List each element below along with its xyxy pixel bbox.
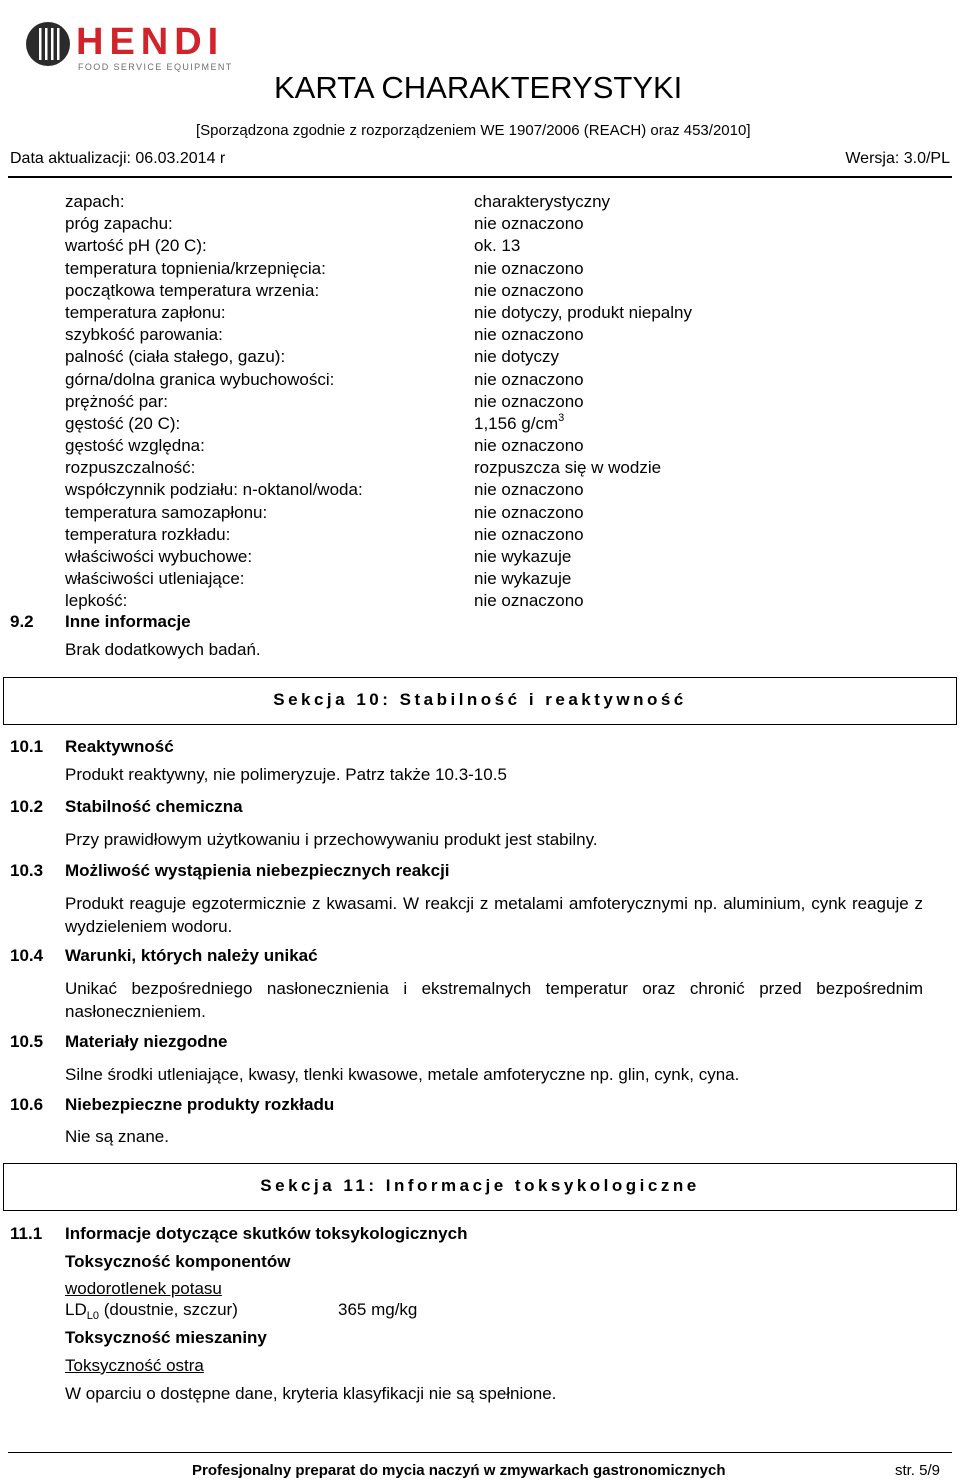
- property-label: szybkość parowania:: [65, 325, 223, 345]
- property-value: [474, 259, 584, 279]
- section-heading: Niebezpieczne produkty rozkładu: [65, 1095, 335, 1114]
- property-value: [474, 569, 571, 589]
- ld-desc: (doustnie, szczur): [103, 1300, 238, 1319]
- property-label: gęstość (20 C):: [65, 413, 181, 433]
- property-label: zapach:: [65, 192, 125, 211]
- property-value-text: nie oznaczono: [474, 280, 584, 300]
- footer-divider: [8, 1452, 952, 1453]
- property-value: [474, 392, 584, 412]
- section-number: 10.3: [10, 861, 44, 880]
- section-10-title: Sekcja 10: Stabilność i reaktywność: [273, 690, 687, 709]
- property-value-text: nie dotyczy: [474, 347, 560, 367]
- property-value: [474, 303, 692, 323]
- property-value-superscript: 3: [558, 411, 565, 424]
- subsection-heading: Toksyczność komponentów: [65, 1252, 291, 1271]
- section-text: Przy prawidłowym użytkowaniu i przechowywaniu produkt jest stabilny.: [65, 830, 598, 849]
- property-value-text: rozpuszcza się w wodzie: [474, 458, 662, 478]
- document-title: KARTA CHARAKTERYSTYKI: [274, 70, 683, 105]
- section-number: 10.2: [10, 797, 44, 816]
- logo-text: HENDI: [76, 21, 225, 63]
- acute-toxicity-heading: Toksyczność ostra: [65, 1356, 204, 1375]
- section-heading: Materiały niezgodne: [65, 1032, 228, 1051]
- property-value: [474, 547, 571, 567]
- property-value-text: nie oznaczono: [474, 391, 584, 411]
- section-number: 10.4: [10, 946, 44, 965]
- property-value: [474, 236, 520, 256]
- property-value: [474, 370, 584, 390]
- section-text: Produkt reaktywny, nie polimeryzuje. Patrz także 10.3-10.5: [65, 765, 507, 784]
- section-number: 11.1: [10, 1224, 43, 1243]
- section-number: 9.2: [10, 612, 34, 631]
- property-label: początkowa temperatura wrzenia:: [65, 280, 320, 300]
- logo-tagline: FOOD SERVICE EQUIPMENT: [78, 62, 233, 72]
- property-label: temperatura samozapłonu:: [65, 502, 268, 522]
- property-value-text: nie oznaczono: [474, 502, 584, 522]
- section-heading: Reaktywność: [65, 737, 174, 756]
- property-value: [474, 525, 584, 545]
- section-text: Produkt reaguje egzotermicznie z kwasami. W reakcji z metalami amfoterycznymi np. aluminium, cynk reaguje z wydzieleniem wodoru.: [65, 894, 923, 936]
- version-label: Wersja: 3.0/PL: [845, 150, 950, 167]
- component-name: wodorotlenek potasu: [65, 1279, 222, 1298]
- property-value-text: nie oznaczono: [474, 480, 584, 500]
- property-value: [474, 347, 559, 367]
- property-label: temperatura rozkładu:: [65, 524, 231, 544]
- property-value: [474, 325, 584, 345]
- property-value-text: nie wykazuje: [474, 569, 572, 589]
- property-label: temperatura topnienia/krzepnięcia:: [65, 258, 326, 278]
- property-value: [474, 503, 584, 523]
- property-label: prężność par:: [65, 391, 168, 411]
- section-text: Unikać bezpośredniego nasłonecznienia i ekstremalnych temperatur oraz chronić przed bezpośrednim nasłonecznieniem.: [65, 979, 923, 1021]
- update-date: Data aktualizacji: 06.03.2014 r: [10, 150, 226, 167]
- property-value-text: nie oznaczono: [474, 436, 584, 456]
- section-number: 10.6: [10, 1095, 44, 1114]
- section-number: 10.1: [10, 737, 44, 756]
- property-value-text: 1,156 g/cm: [474, 413, 559, 433]
- property-value: [474, 281, 584, 301]
- section-11-header: [3, 1163, 957, 1211]
- property-value-text: nie oznaczono: [474, 258, 584, 278]
- footer-product: Profesjonalny preparat do mycia naczyń w zmywarkach gastronomicznych: [192, 1462, 726, 1479]
- subsection-heading: Toksyczność mieszaniny: [65, 1328, 267, 1347]
- section-heading: Stabilność chemiczna: [65, 797, 243, 816]
- property-label: lepkość:: [65, 591, 128, 611]
- property-value-text: charakterystyczny: [474, 192, 611, 211]
- property-label: rozpuszczalność:: [65, 458, 196, 478]
- property-value: [474, 436, 584, 456]
- property-value: [474, 591, 584, 611]
- property-label: gęstość względna:: [65, 436, 205, 456]
- section-text: Silne środki utleniające, kwasy, tlenki kwasowe, metale amfoteryczne np. glin, cynk, cyna.: [65, 1065, 740, 1084]
- property-label: palność (ciała stałego, gazu):: [65, 347, 286, 367]
- section-heading: Możliwość wystąpienia niebezpiecznych reakcji: [65, 861, 450, 880]
- section-heading: Warunki, których należy unikać: [65, 946, 318, 965]
- property-label: wartość pH (20 C):: [65, 236, 207, 256]
- section-text: Brak dodatkowych badań.: [65, 640, 261, 659]
- property-label: właściwości wybuchowe:: [65, 547, 253, 566]
- ld-value: 365 mg/kg: [338, 1300, 418, 1319]
- property-value-text: nie oznaczono: [474, 524, 584, 544]
- property-value-text: nie oznaczono: [474, 325, 584, 345]
- document-subtitle: [Sporządzona zgodnie z rozporządzeniem WE 1907/2006 (REACH) oraz 453/2010]: [196, 122, 751, 139]
- property-value-text: nie oznaczono: [474, 214, 584, 234]
- property-value: [474, 480, 584, 500]
- header-divider: [8, 176, 952, 178]
- property-label: współczynnik podziału: n-oktanol/woda:: [65, 480, 363, 500]
- section-text: Nie są znane.: [65, 1127, 169, 1146]
- property-value-text: nie dotyczy, produkt niepalny: [474, 302, 692, 322]
- property-label: próg zapachu:: [65, 214, 173, 234]
- hendi-logo-icon: [24, 14, 254, 74]
- property-label: górna/dolna granica wybuchowości:: [65, 369, 335, 389]
- section-10-header: [3, 677, 957, 725]
- ld-main: LD: [65, 1300, 87, 1319]
- property-value: [474, 458, 661, 478]
- section-number: 10.5: [10, 1032, 44, 1051]
- section-heading: Inne informacje: [65, 612, 191, 631]
- property-value-text: nie oznaczono: [474, 369, 584, 389]
- company-logo: [24, 14, 254, 74]
- property-value-text: ok. 13: [474, 236, 521, 256]
- property-value-text: nie oznaczono: [474, 591, 584, 611]
- property-label: temperatura zapłonu:: [65, 302, 226, 322]
- ld-sub: L0: [86, 1310, 99, 1322]
- property-value: [474, 192, 610, 212]
- section-heading: Informacje dotyczące skutków toksykologicznych: [65, 1224, 468, 1243]
- property-value-text: nie wykazuje: [474, 547, 572, 566]
- property-value: [474, 214, 584, 234]
- property-label: właściwości utleniające:: [65, 569, 245, 589]
- page-number: str. 5/9: [894, 1462, 940, 1479]
- property-value: [474, 411, 565, 434]
- acute-toxicity-text: W oparciu o dostępne dane, kryteria klasyfikacji nie są spełnione.: [65, 1384, 557, 1403]
- ld-label: [65, 1300, 238, 1320]
- section-11-title: Sekcja 11: Informacje toksykologiczne: [260, 1176, 700, 1195]
